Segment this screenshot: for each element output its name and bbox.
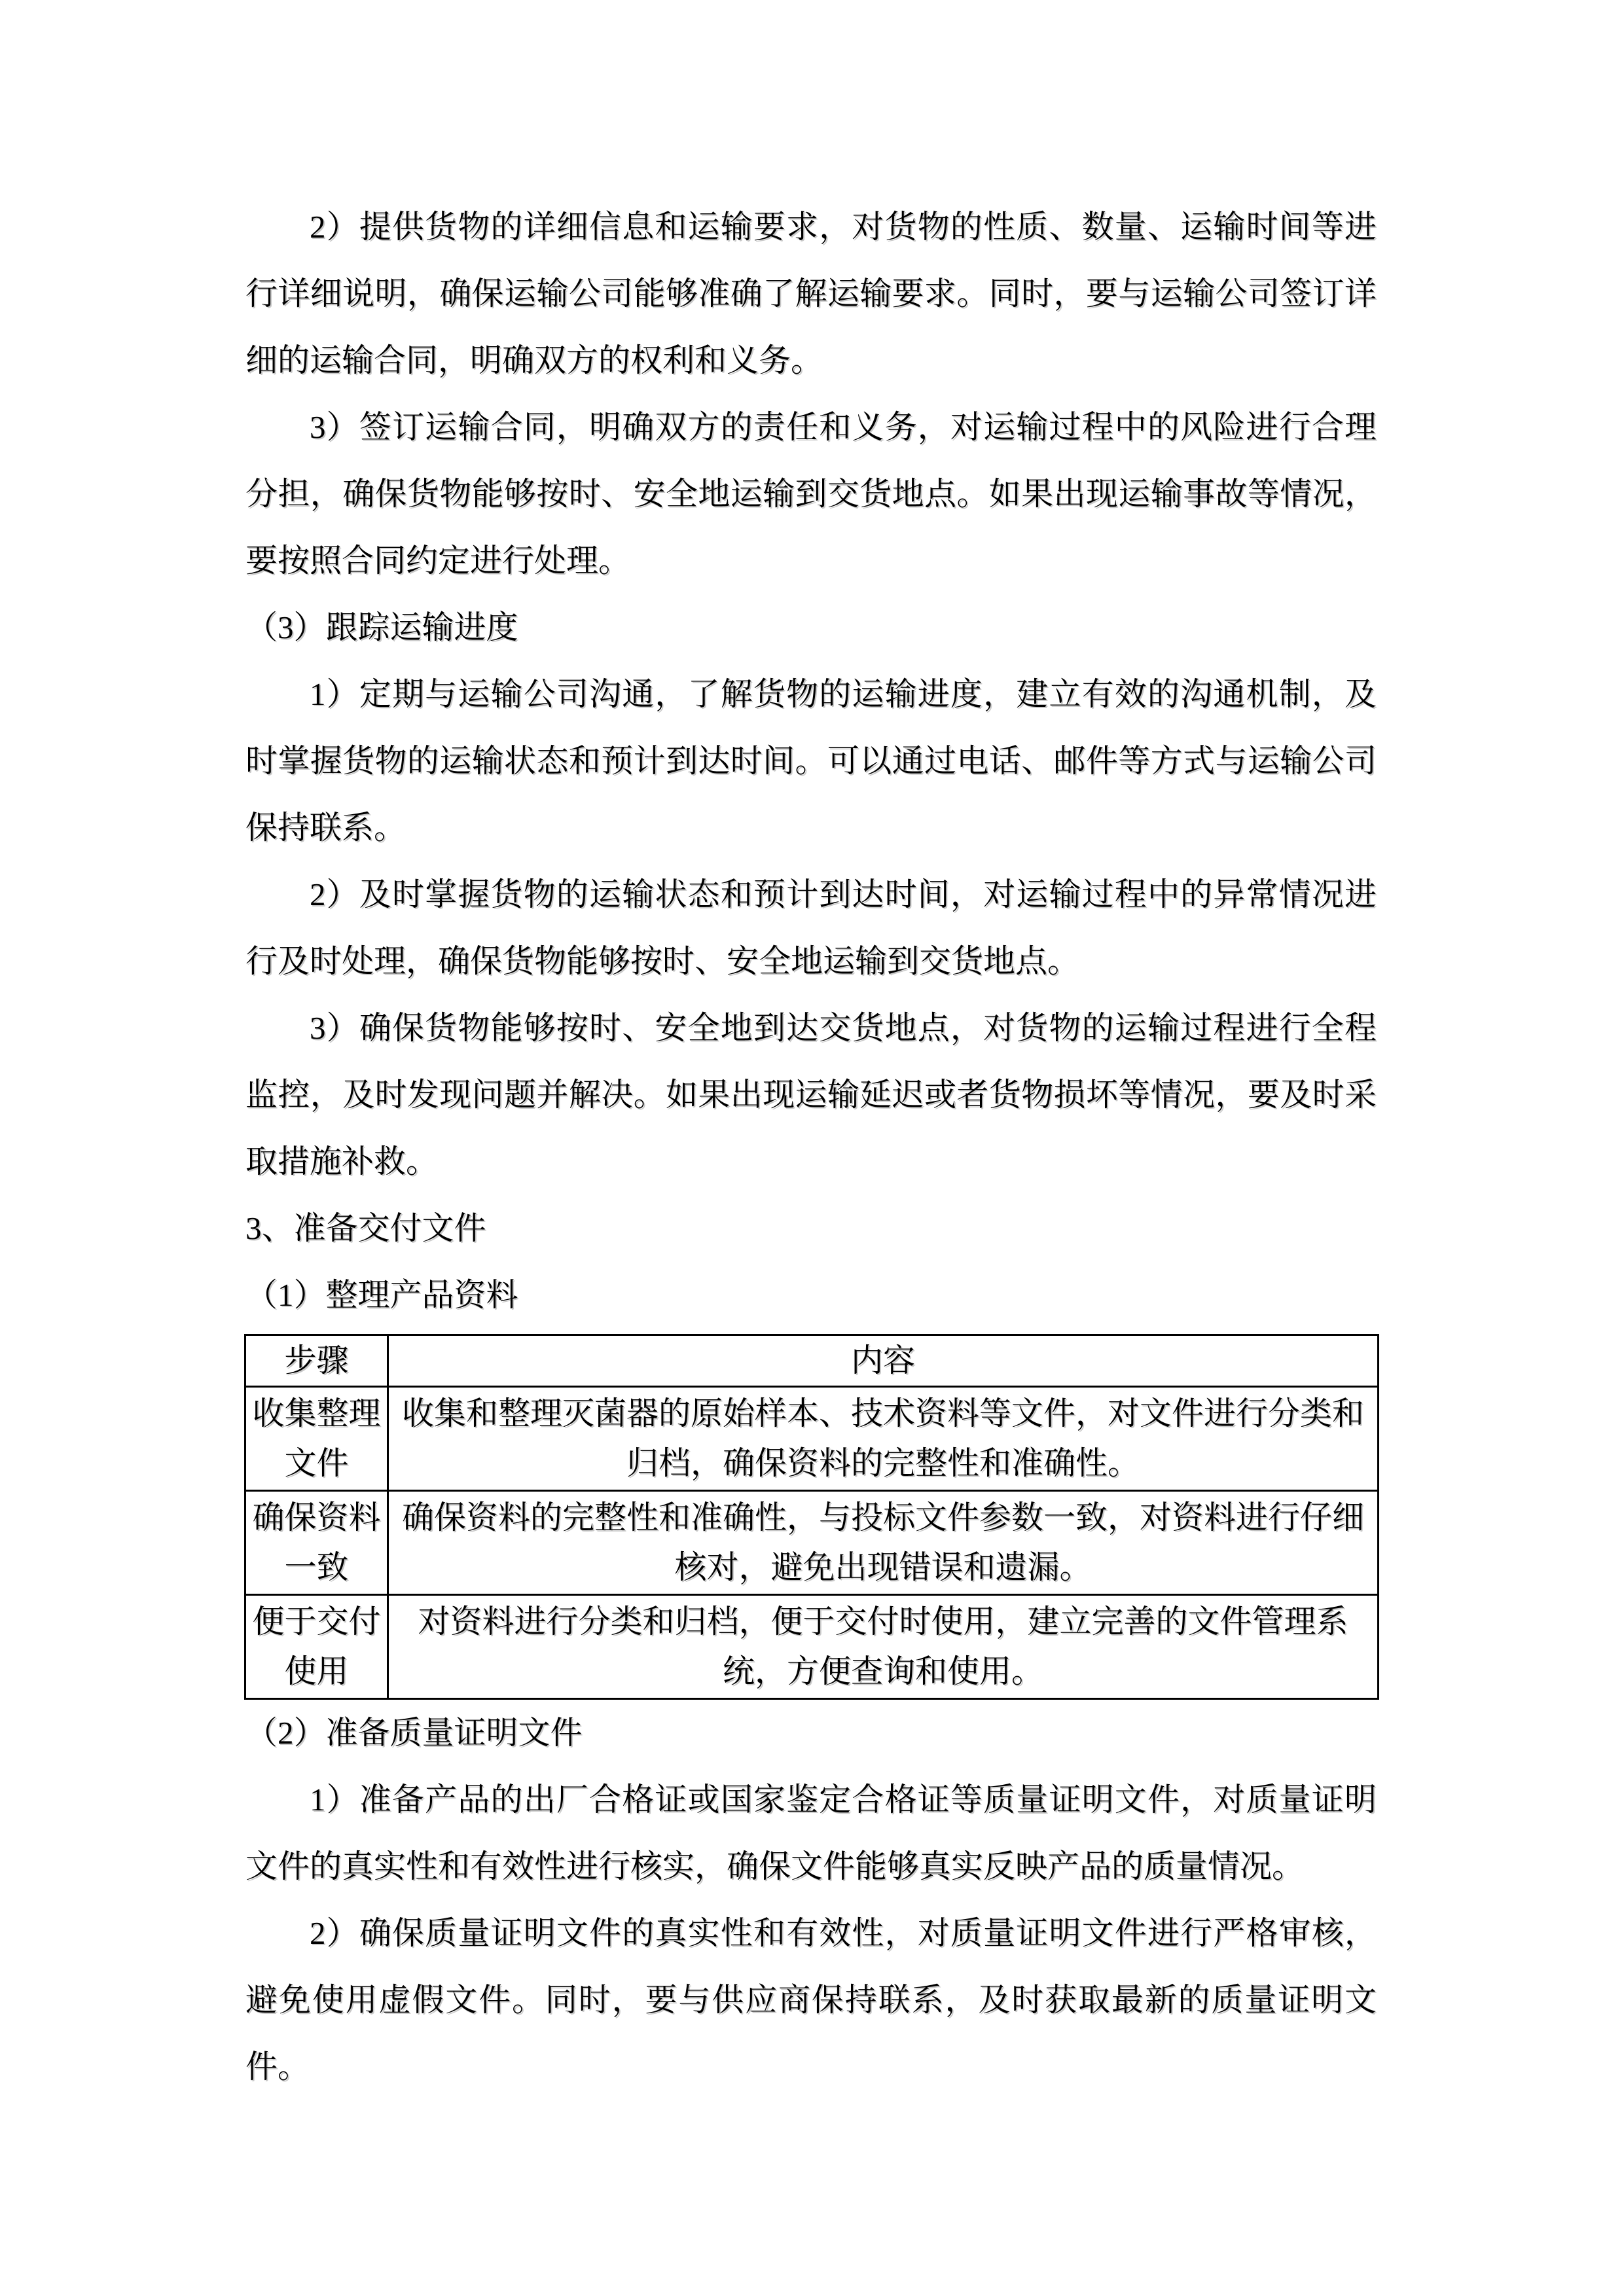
section-heading: （3）跟踪运输进度 [245,609,518,645]
table-cell-step: 确保资料一致 [245,1491,388,1595]
table-header-content: 内容 [388,1335,1379,1387]
table-header-row [245,1335,1379,1387]
body-paragraph: 2）提供货物的详细信息和运输要求，对货物的性质、数量、运输时间等进行详细说明，确保运输公司能够准确了解运输要求。同时，要与运输公司签订详细的运输合同，明确双方的权利和义务。 [245,209,1377,378]
table-row [245,1595,1379,1699]
table-cell-content: 确保资料的完整性和准确性，与投标文件参数一致，对资料进行仔细核对，避免出现错误和遗漏。 [388,1491,1379,1595]
section-heading: （1）整理产品资料 [245,1277,518,1313]
body-paragraph: 2）确保质量证明文件的真实性和有效性，对质量证明文件进行严格审核，避免使用虚假文件。同时，要与供应商保持联系，及时获取最新的质量证明文件。 [245,1915,1377,2085]
body-paragraph: 1）准备产品的出厂合格证或国家鉴定合格证等质量证明文件，对质量证明文件的真实性和有效性进行核实，确保文件能够真实反映产品的质量情况。 [245,1782,1377,1884]
product-data-table [244,1334,1379,1700]
table-header-step: 步骤 [245,1335,388,1387]
body-paragraph: 3）确保货物能够按时、安全地到达交货地点，对货物的运输过程进行全程监控，及时发现问题并解决。如果出现运输延迟或者货物损坏等情况，要及时采取措施补救。 [245,1010,1377,1179]
body-paragraph: 2）及时掌握货物的运输状态和预计到达时间，对运输过程中的异常情况进行及时处理，确保货物能够按时、安全地运输到交货地点。 [245,876,1377,979]
body-paragraph: 3）签订运输合同，明确双方的责任和义务，对运输过程中的风险进行合理分担，确保货物能够按时、安全地运输到交货地点。如果出现运输事故等情况，要按照合同约定进行处理。 [245,409,1377,579]
table-row [245,1387,1379,1491]
section-heading: 3、准备交付文件 [245,1210,486,1246]
table-cell-content: 收集和整理灭菌器的原始样本、技术资料等文件，对文件进行分类和归档，确保资料的完整性和准确性。 [388,1387,1379,1491]
table-cell-step: 便于交付使用 [245,1595,388,1699]
table-cell-content: 对资料进行分类和归档，便于交付时使用，建立完善的文件管理系统，方便查询和使用。 [388,1595,1379,1699]
table-cell-step: 收集整理文件 [245,1387,388,1491]
section-heading: （2）准备质量证明文件 [245,1715,583,1751]
body-paragraph: 1）定期与运输公司沟通，了解货物的运输进度，建立有效的沟通机制，及时掌握货物的运输状态和预计到达时间。可以通过电话、邮件等方式与运输公司保持联系。 [245,676,1377,846]
table-row [245,1491,1379,1595]
